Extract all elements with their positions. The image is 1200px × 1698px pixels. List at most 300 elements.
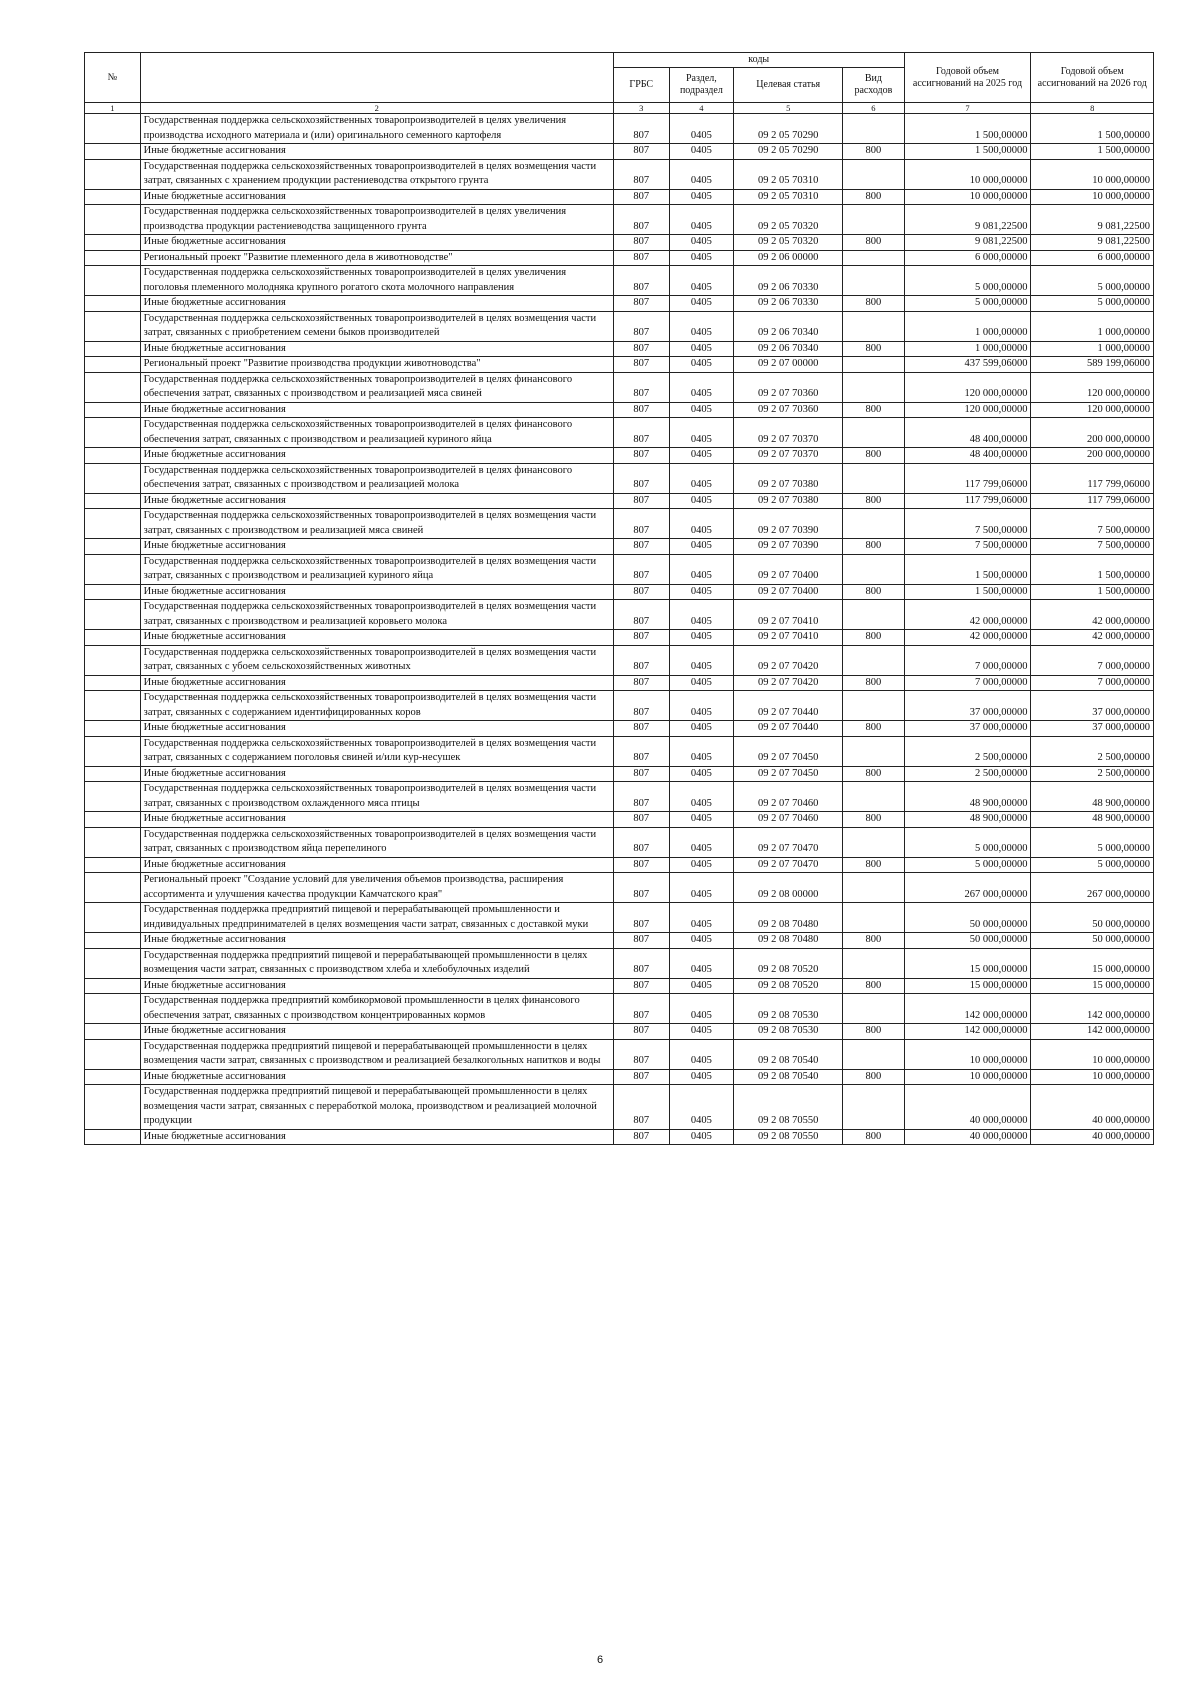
row-num-cell	[85, 584, 141, 600]
table-body	[85, 114, 1154, 1145]
row-2026-cell: 117 799,06000	[1031, 463, 1154, 493]
row-2026-cell: 2 500,00000	[1031, 766, 1154, 782]
row-razdel-cell: 0405	[669, 235, 734, 251]
table-row	[85, 509, 1154, 539]
row-2025-cell: 10 000,00000	[904, 189, 1031, 205]
row-expense-type-cell	[843, 948, 904, 978]
row-name-cell: Государственная поддержка сельскохозяйственных товаропроизводителей в целях увеличения производства исходного материала и (или) оригинального семенного картофеля	[140, 114, 613, 144]
row-expense-type-cell: 800	[843, 539, 904, 555]
row-expense-type-cell	[843, 903, 904, 933]
row-grbs-cell: 807	[613, 933, 669, 949]
row-target-article-cell: 09 2 07 70360	[734, 372, 843, 402]
row-2025-cell: 120 000,00000	[904, 372, 1031, 402]
row-name-cell: Государственная поддержка сельскохозяйственных товаропроизводителей в целях возмещения части затрат, связанных с производством и реализацией куриного яйца	[140, 554, 613, 584]
row-num-cell	[85, 311, 141, 341]
row-2025-cell: 10 000,00000	[904, 1039, 1031, 1069]
row-num-cell	[85, 782, 141, 812]
row-razdel-cell: 0405	[669, 948, 734, 978]
row-name-cell: Государственная поддержка сельскохозяйственных товаропроизводителей в целях возмещения части затрат, связанных с содержанием поголовья свиней и/или кур-несушек	[140, 736, 613, 766]
row-num-cell	[85, 948, 141, 978]
row-target-article-cell: 09 2 07 70470	[734, 827, 843, 857]
row-expense-type-cell: 800	[843, 296, 904, 312]
row-grbs-cell: 807	[613, 539, 669, 555]
row-2025-cell: 48 400,00000	[904, 418, 1031, 448]
row-razdel-cell: 0405	[669, 493, 734, 509]
row-2026-cell: 7 000,00000	[1031, 675, 1154, 691]
row-2025-cell: 9 081,22500	[904, 205, 1031, 235]
header-vid: Вид расходов	[843, 68, 904, 103]
row-name-cell: Государственная поддержка сельскохозяйственных товаропроизводителей в целях возмещения части затрат, связанных с производством яйца перепелиного	[140, 827, 613, 857]
row-num-cell	[85, 903, 141, 933]
row-2026-cell: 10 000,00000	[1031, 1039, 1154, 1069]
row-razdel-cell: 0405	[669, 448, 734, 464]
row-name-cell: Иные бюджетные ассигнования	[140, 1069, 613, 1085]
row-num-cell	[85, 159, 141, 189]
row-name-cell: Государственная поддержка сельскохозяйственных товаропроизводителей в целях увеличения поголовья племенного молодняка крупного рогатого скота молочного направления	[140, 266, 613, 296]
row-expense-type-cell: 800	[843, 812, 904, 828]
row-razdel-cell: 0405	[669, 1085, 734, 1130]
row-expense-type-cell	[843, 114, 904, 144]
row-grbs-cell: 807	[613, 1069, 669, 1085]
row-grbs-cell: 807	[613, 250, 669, 266]
row-2026-cell: 1 500,00000	[1031, 114, 1154, 144]
row-razdel-cell: 0405	[669, 114, 734, 144]
row-num-cell	[85, 250, 141, 266]
row-num-cell	[85, 766, 141, 782]
table-row	[85, 1069, 1154, 1085]
row-2025-cell: 50 000,00000	[904, 933, 1031, 949]
row-target-article-cell: 09 2 07 70460	[734, 812, 843, 828]
table-row	[85, 873, 1154, 903]
row-grbs-cell: 807	[613, 296, 669, 312]
row-expense-type-cell	[843, 372, 904, 402]
row-num-cell	[85, 357, 141, 373]
row-grbs-cell: 807	[613, 448, 669, 464]
row-name-cell: Иные бюджетные ассигнования	[140, 857, 613, 873]
row-2026-cell: 200 000,00000	[1031, 418, 1154, 448]
col-index: 4	[669, 103, 734, 114]
row-name-cell: Государственная поддержка сельскохозяйственных товаропроизводителей в целях финансового обеспечения затрат, связанных с производством и реализацией мяса свиней	[140, 372, 613, 402]
row-2026-cell: 1 500,00000	[1031, 554, 1154, 584]
row-2026-cell: 142 000,00000	[1031, 1024, 1154, 1040]
row-target-article-cell: 09 2 07 70420	[734, 675, 843, 691]
page-number: 6	[596, 1654, 604, 1666]
row-target-article-cell: 09 2 07 70380	[734, 493, 843, 509]
row-2026-cell: 40 000,00000	[1031, 1129, 1154, 1145]
row-grbs-cell: 807	[613, 827, 669, 857]
table-row	[85, 584, 1154, 600]
row-num-cell	[85, 418, 141, 448]
table-row	[85, 189, 1154, 205]
row-name-cell: Государственная поддержка сельскохозяйственных товаропроизводителей в целях возмещения части затрат, связанных с производством охлажденного мяса птицы	[140, 782, 613, 812]
header-2026: Годовой объем ассигнований на 2026 год	[1031, 53, 1154, 103]
table-row	[85, 645, 1154, 675]
row-razdel-cell: 0405	[669, 189, 734, 205]
row-grbs-cell: 807	[613, 782, 669, 812]
row-name-cell: Государственная поддержка сельскохозяйственных товаропроизводителей в целях возмещения части затрат, связанных с содержанием идентифицированных коров	[140, 691, 613, 721]
table-row	[85, 782, 1154, 812]
row-target-article-cell: 09 2 07 70360	[734, 402, 843, 418]
row-2026-cell: 9 081,22500	[1031, 205, 1154, 235]
row-target-article-cell: 09 2 08 70550	[734, 1129, 843, 1145]
row-grbs-cell: 807	[613, 994, 669, 1024]
table-row	[85, 933, 1154, 949]
row-name-cell: Государственная поддержка предприятий пищевой и перерабатывающей промышленности в целях возмещения части затрат, связанных с производством и реализацией безалкогольных напитков и воды	[140, 1039, 613, 1069]
row-razdel-cell: 0405	[669, 691, 734, 721]
table-row	[85, 1039, 1154, 1069]
row-razdel-cell: 0405	[669, 857, 734, 873]
row-target-article-cell: 09 2 07 70450	[734, 766, 843, 782]
row-expense-type-cell: 800	[843, 1129, 904, 1145]
row-razdel-cell: 0405	[669, 933, 734, 949]
row-num-cell	[85, 1085, 141, 1130]
col-index: 8	[1031, 103, 1154, 114]
row-2026-cell: 10 000,00000	[1031, 189, 1154, 205]
row-2026-cell: 200 000,00000	[1031, 448, 1154, 464]
row-2025-cell: 42 000,00000	[904, 600, 1031, 630]
col-index: 7	[904, 103, 1031, 114]
row-expense-type-cell	[843, 782, 904, 812]
row-razdel-cell: 0405	[669, 600, 734, 630]
table-row	[85, 235, 1154, 251]
row-target-article-cell: 09 2 05 70310	[734, 159, 843, 189]
row-target-article-cell: 09 2 07 70370	[734, 418, 843, 448]
row-name-cell: Иные бюджетные ассигнования	[140, 933, 613, 949]
row-num-cell	[85, 144, 141, 160]
row-name-cell: Иные бюджетные ассигнования	[140, 341, 613, 357]
header-tselevaya: Целевая статья	[734, 68, 843, 103]
row-grbs-cell: 807	[613, 766, 669, 782]
row-razdel-cell: 0405	[669, 812, 734, 828]
table-row	[85, 994, 1154, 1024]
row-grbs-cell: 807	[613, 418, 669, 448]
row-num-cell	[85, 341, 141, 357]
row-2025-cell: 2 500,00000	[904, 736, 1031, 766]
table-row	[85, 630, 1154, 646]
row-expense-type-cell: 800	[843, 189, 904, 205]
table-row	[85, 144, 1154, 160]
row-2025-cell: 7 500,00000	[904, 539, 1031, 555]
row-name-cell: Государственная поддержка сельскохозяйственных товаропроизводителей в целях финансового обеспечения затрат, связанных с производством и реализацией молока	[140, 463, 613, 493]
table-row	[85, 159, 1154, 189]
table-row	[85, 766, 1154, 782]
row-razdel-cell: 0405	[669, 978, 734, 994]
row-2026-cell: 10 000,00000	[1031, 159, 1154, 189]
row-2025-cell: 142 000,00000	[904, 1024, 1031, 1040]
row-name-cell: Региональный проект "Развитие производства продукции животноводства"	[140, 357, 613, 373]
row-name-cell: Иные бюджетные ассигнования	[140, 539, 613, 555]
row-target-article-cell: 09 2 07 70410	[734, 630, 843, 646]
row-name-cell: Иные бюджетные ассигнования	[140, 1129, 613, 1145]
row-2025-cell: 5 000,00000	[904, 296, 1031, 312]
row-2025-cell: 7 500,00000	[904, 509, 1031, 539]
row-razdel-cell: 0405	[669, 372, 734, 402]
row-2025-cell: 40 000,00000	[904, 1085, 1031, 1130]
row-num-cell	[85, 933, 141, 949]
row-grbs-cell: 807	[613, 509, 669, 539]
row-num-cell	[85, 493, 141, 509]
row-2025-cell: 267 000,00000	[904, 873, 1031, 903]
table-row	[85, 311, 1154, 341]
row-num-cell	[85, 1039, 141, 1069]
row-grbs-cell: 807	[613, 736, 669, 766]
row-name-cell: Иные бюджетные ассигнования	[140, 144, 613, 160]
row-target-article-cell: 09 2 05 70290	[734, 144, 843, 160]
row-2025-cell: 40 000,00000	[904, 1129, 1031, 1145]
header-2025: Годовой объем ассигнований на 2025 год	[904, 53, 1031, 103]
row-2025-cell: 9 081,22500	[904, 235, 1031, 251]
row-2025-cell: 1 500,00000	[904, 144, 1031, 160]
row-razdel-cell: 0405	[669, 144, 734, 160]
row-razdel-cell: 0405	[669, 721, 734, 737]
row-target-article-cell: 09 2 07 70470	[734, 857, 843, 873]
row-name-cell: Иные бюджетные ассигнования	[140, 402, 613, 418]
row-num-cell	[85, 857, 141, 873]
row-target-article-cell: 09 2 07 70420	[734, 645, 843, 675]
row-2025-cell: 5 000,00000	[904, 827, 1031, 857]
row-2026-cell: 42 000,00000	[1031, 630, 1154, 646]
row-razdel-cell: 0405	[669, 341, 734, 357]
row-grbs-cell: 807	[613, 903, 669, 933]
row-grbs-cell: 807	[613, 873, 669, 903]
row-name-cell: Государственная поддержка сельскохозяйственных товаропроизводителей в целях возмещения части затрат, связанных с приобретением семени быков производителей	[140, 311, 613, 341]
row-grbs-cell: 807	[613, 357, 669, 373]
row-2026-cell: 48 900,00000	[1031, 812, 1154, 828]
row-2025-cell: 1 000,00000	[904, 311, 1031, 341]
row-target-article-cell: 09 2 07 70380	[734, 463, 843, 493]
row-expense-type-cell	[843, 509, 904, 539]
row-expense-type-cell: 800	[843, 1024, 904, 1040]
row-grbs-cell: 807	[613, 189, 669, 205]
row-grbs-cell: 807	[613, 266, 669, 296]
row-target-article-cell: 09 2 06 70330	[734, 296, 843, 312]
row-target-article-cell: 09 2 05 70310	[734, 189, 843, 205]
row-grbs-cell: 807	[613, 205, 669, 235]
row-2026-cell: 142 000,00000	[1031, 994, 1154, 1024]
row-2026-cell: 1 500,00000	[1031, 584, 1154, 600]
row-name-cell: Иные бюджетные ассигнования	[140, 1024, 613, 1040]
row-grbs-cell: 807	[613, 978, 669, 994]
row-grbs-cell: 807	[613, 584, 669, 600]
col-index: 2	[140, 103, 613, 114]
table-row	[85, 418, 1154, 448]
row-grbs-cell: 807	[613, 600, 669, 630]
row-expense-type-cell	[843, 250, 904, 266]
row-2025-cell: 1 500,00000	[904, 114, 1031, 144]
table-header	[85, 53, 1154, 114]
row-expense-type-cell	[843, 645, 904, 675]
row-razdel-cell: 0405	[669, 903, 734, 933]
row-expense-type-cell: 800	[843, 341, 904, 357]
row-num-cell	[85, 235, 141, 251]
header-name	[140, 53, 613, 103]
row-grbs-cell: 807	[613, 159, 669, 189]
row-name-cell: Региональный проект "Создание условий для увеличения объемов производства, расширения ассортимента и улучшения качества продукции Камчатского края"	[140, 873, 613, 903]
row-num-cell	[85, 1069, 141, 1085]
row-2025-cell: 50 000,00000	[904, 903, 1031, 933]
table-row	[85, 1085, 1154, 1130]
row-2026-cell: 37 000,00000	[1031, 691, 1154, 721]
row-2026-cell: 15 000,00000	[1031, 948, 1154, 978]
table-row	[85, 250, 1154, 266]
row-2025-cell: 6 000,00000	[904, 250, 1031, 266]
row-target-article-cell: 09 2 06 70340	[734, 311, 843, 341]
row-2026-cell: 120 000,00000	[1031, 372, 1154, 402]
row-razdel-cell: 0405	[669, 418, 734, 448]
row-2026-cell: 1 000,00000	[1031, 311, 1154, 341]
row-2026-cell: 6 000,00000	[1031, 250, 1154, 266]
table-row	[85, 812, 1154, 828]
row-num-cell	[85, 873, 141, 903]
row-expense-type-cell: 800	[843, 584, 904, 600]
row-2026-cell: 7 500,00000	[1031, 539, 1154, 555]
table-row	[85, 675, 1154, 691]
row-grbs-cell: 807	[613, 857, 669, 873]
row-grbs-cell: 807	[613, 493, 669, 509]
row-2026-cell: 589 199,06000	[1031, 357, 1154, 373]
row-target-article-cell: 09 2 07 70390	[734, 509, 843, 539]
row-razdel-cell: 0405	[669, 266, 734, 296]
row-2025-cell: 42 000,00000	[904, 630, 1031, 646]
row-expense-type-cell: 800	[843, 978, 904, 994]
row-2026-cell: 1 500,00000	[1031, 144, 1154, 160]
row-2026-cell: 7 000,00000	[1031, 645, 1154, 675]
row-target-article-cell: 09 2 07 00000	[734, 357, 843, 373]
row-grbs-cell: 807	[613, 691, 669, 721]
row-razdel-cell: 0405	[669, 509, 734, 539]
row-num-cell	[85, 645, 141, 675]
row-name-cell: Иные бюджетные ассигнования	[140, 493, 613, 509]
row-name-cell: Государственная поддержка сельскохозяйственных товаропроизводителей в целях возмещения части затрат, связанных с убоем сельскохозяйственных животных	[140, 645, 613, 675]
row-num-cell	[85, 205, 141, 235]
row-2025-cell: 5 000,00000	[904, 857, 1031, 873]
row-grbs-cell: 807	[613, 1024, 669, 1040]
row-num-cell	[85, 372, 141, 402]
row-2025-cell: 437 599,06000	[904, 357, 1031, 373]
row-num-cell	[85, 994, 141, 1024]
row-name-cell: Государственная поддержка предприятий пищевой и перерабатывающей промышленности в целях возмещения части затрат, связанных с производством хлеба и хлебобулочных изделий	[140, 948, 613, 978]
row-grbs-cell: 807	[613, 675, 669, 691]
row-expense-type-cell	[843, 994, 904, 1024]
row-target-article-cell: 09 2 07 70460	[734, 782, 843, 812]
row-grbs-cell: 807	[613, 144, 669, 160]
row-2025-cell: 117 799,06000	[904, 493, 1031, 509]
header-grbs: ГРБС	[613, 68, 669, 103]
row-name-cell: Иные бюджетные ассигнования	[140, 721, 613, 737]
row-num-cell	[85, 600, 141, 630]
header-razdel: Раздел, подраздел	[669, 68, 734, 103]
row-num-cell	[85, 296, 141, 312]
row-num-cell	[85, 721, 141, 737]
row-target-article-cell: 09 2 08 70530	[734, 994, 843, 1024]
row-target-article-cell: 09 2 08 70530	[734, 1024, 843, 1040]
table-row	[85, 493, 1154, 509]
row-target-article-cell: 09 2 07 70400	[734, 584, 843, 600]
table-row	[85, 903, 1154, 933]
row-razdel-cell: 0405	[669, 1039, 734, 1069]
row-2025-cell: 7 000,00000	[904, 645, 1031, 675]
row-grbs-cell: 807	[613, 721, 669, 737]
row-2026-cell: 9 081,22500	[1031, 235, 1154, 251]
row-razdel-cell: 0405	[669, 827, 734, 857]
row-razdel-cell: 0405	[669, 873, 734, 903]
row-expense-type-cell	[843, 1039, 904, 1069]
row-num-cell	[85, 1024, 141, 1040]
row-2026-cell: 42 000,00000	[1031, 600, 1154, 630]
row-2026-cell: 50 000,00000	[1031, 903, 1154, 933]
row-name-cell: Государственная поддержка предприятий пищевой и перерабатывающей промышленности в целях возмещения части затрат, связанных с переработкой молока, производством и реализацией молочной продукции	[140, 1085, 613, 1130]
row-name-cell: Иные бюджетные ассигнования	[140, 978, 613, 994]
row-expense-type-cell: 800	[843, 857, 904, 873]
row-grbs-cell: 807	[613, 948, 669, 978]
row-2026-cell: 7 500,00000	[1031, 509, 1154, 539]
row-name-cell: Иные бюджетные ассигнования	[140, 675, 613, 691]
row-razdel-cell: 0405	[669, 736, 734, 766]
row-razdel-cell: 0405	[669, 630, 734, 646]
row-num-cell	[85, 736, 141, 766]
row-name-cell: Государственная поддержка сельскохозяйственных товаропроизводителей в целях возмещения части затрат, связанных с производством и реализацией мяса свиней	[140, 509, 613, 539]
budget-table-sheet	[84, 52, 1154, 1145]
row-name-cell: Государственная поддержка сельскохозяйственных товаропроизводителей в целях увеличения производства продукции растениеводства защищенного грунта	[140, 205, 613, 235]
table-row	[85, 736, 1154, 766]
row-num-cell	[85, 189, 141, 205]
col-index: 6	[843, 103, 904, 114]
table-row	[85, 554, 1154, 584]
col-index: 5	[734, 103, 843, 114]
row-razdel-cell: 0405	[669, 539, 734, 555]
table-row	[85, 205, 1154, 235]
row-name-cell: Иные бюджетные ассигнования	[140, 630, 613, 646]
table-row	[85, 691, 1154, 721]
row-target-article-cell: 09 2 08 70540	[734, 1039, 843, 1069]
row-2025-cell: 120 000,00000	[904, 402, 1031, 418]
col-index: 3	[613, 103, 669, 114]
table-row	[85, 1024, 1154, 1040]
header-index-row	[85, 103, 1154, 114]
row-target-article-cell: 09 2 05 70320	[734, 205, 843, 235]
row-2026-cell: 37 000,00000	[1031, 721, 1154, 737]
row-grbs-cell: 807	[613, 114, 669, 144]
row-name-cell: Иные бюджетные ассигнования	[140, 235, 613, 251]
row-name-cell: Иные бюджетные ассигнования	[140, 584, 613, 600]
row-expense-type-cell	[843, 266, 904, 296]
row-target-article-cell: 09 2 05 70320	[734, 235, 843, 251]
row-expense-type-cell: 800	[843, 933, 904, 949]
row-grbs-cell: 807	[613, 1039, 669, 1069]
row-num-cell	[85, 114, 141, 144]
row-2026-cell: 1 000,00000	[1031, 341, 1154, 357]
row-name-cell: Государственная поддержка сельскохозяйственных товаропроизводителей в целях возмещения части затрат, связанных с производством и реализацией коровьего молока	[140, 600, 613, 630]
row-expense-type-cell: 800	[843, 448, 904, 464]
row-2025-cell: 2 500,00000	[904, 766, 1031, 782]
row-grbs-cell: 807	[613, 235, 669, 251]
row-razdel-cell: 0405	[669, 1069, 734, 1085]
row-2025-cell: 117 799,06000	[904, 463, 1031, 493]
row-expense-type-cell	[843, 205, 904, 235]
row-name-cell: Государственная поддержка сельскохозяйственных товаропроизводителей в целях возмещения части затрат, связанных с хранением продукции растениеводства открытого грунта	[140, 159, 613, 189]
row-name-cell: Иные бюджетные ассигнования	[140, 812, 613, 828]
row-2026-cell: 5 000,00000	[1031, 296, 1154, 312]
table-row	[85, 114, 1154, 144]
row-2026-cell: 120 000,00000	[1031, 402, 1154, 418]
row-target-article-cell: 09 2 07 70410	[734, 600, 843, 630]
row-target-article-cell: 09 2 08 70520	[734, 948, 843, 978]
row-name-cell: Региональный проект "Развитие племенного дела в животноводстве"	[140, 250, 613, 266]
table-row	[85, 948, 1154, 978]
row-name-cell: Иные бюджетные ассигнования	[140, 448, 613, 464]
table-row	[85, 341, 1154, 357]
row-expense-type-cell	[843, 159, 904, 189]
